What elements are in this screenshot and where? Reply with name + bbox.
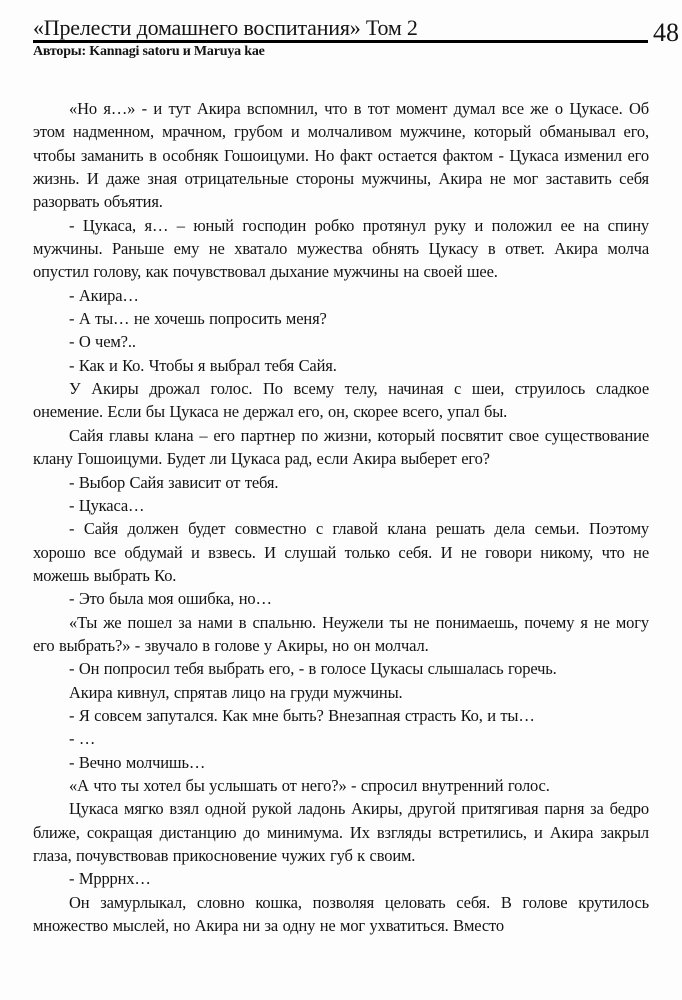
paragraph: «Ты же пошел за нами в спальню. Неужели ты не понимаешь, почему я не могу его выбрать?» - звучало в голове у Акиры, но он молчал.: [33, 612, 649, 655]
paragraph: - Это была моя ошибка, но…: [69, 589, 272, 609]
paragraph: - А ты… не хочешь попросить меня?: [69, 309, 327, 329]
paragraph: Сайя главы клана – его партнер по жизни, который посвятит свое существование клану Гошоицуми. Будет ли Цукаса рад, если Акира выберет его?: [33, 425, 649, 469]
paragraph: - Выбор Сайя зависит от тебя.: [69, 472, 279, 492]
paragraph: - Вечно молчишь…: [69, 752, 206, 772]
paragraph: - Сайя должен будет совместно с главой клана решать дела семьи. Поэтому хорошо все обдумай и взвесь. И слушай только себя. И не говори никому, что не можешь выбрать Ко.: [33, 519, 649, 585]
paragraph: - Как и Ко. Чтобы я выбрал тебя Сайя.: [69, 355, 337, 375]
paragraph: - Цукаса…: [69, 495, 145, 515]
paragraph: - Он попросил тебя выбрать его, - в голосе Цукасы слышалась горечь.: [69, 659, 557, 679]
body-text: [33, 97, 649, 937]
paragraph: - О чем?..: [69, 332, 136, 352]
paragraph: - …: [69, 729, 96, 749]
header-divider: [33, 40, 648, 43]
paragraph: «Но я…» - и тут Акира вспомнил, что в тот момент думал все же о Цукасе. Об этом надменном, мрачном, грубом и молчаливом мужчине, который обманывал его, чтобы заманить в особняк Гошоицуми. Но факт остается фактом - Цукаса изменил его жизнь. И даже зная отрицательные стороны мужчины, Акира не мог заставить себя разорвать объятия.: [33, 99, 649, 212]
paragraph: У Акиры дрожал голос. По всему телу, начиная с шеи, струилось сладкое онемение. Если бы Цукаса не держал его, он, скорее всего, упал бы.: [33, 379, 649, 422]
paragraph: - Я совсем запутался. Как мне быть? Внезапная страсть Ко, и ты…: [69, 705, 535, 725]
paragraph: Он замурлыкал, словно кошка, позволяя целовать себя. В голове крутилось множество мыслей, но Акира ни за одну не мог ухватиться. Вместо: [33, 892, 649, 936]
paragraph: - Акира…: [69, 285, 139, 305]
authors-line: Авторы: Kannagi satoru и Maruya kae: [33, 44, 265, 59]
document-title: «Прелести домашнего воспитания» Том 2: [33, 15, 418, 40]
paragraph: «А что ты хотел бы услышать от него?» - спросил внутренний голос.: [69, 775, 550, 795]
page-number: 48: [653, 18, 679, 47]
paragraph: Цукаса мягко взял одной рукой ладонь Акиры, другой притягивая парня за бедро ближе, сокращая дистанцию до минимума. Их взгляды встретились, и Акира закрыл глаза, почувствовав прикосновение чужих губ к своим.: [33, 799, 649, 865]
paragraph: Акира кивнул, спрятав лицо на груди мужчины.: [69, 682, 403, 702]
paragraph: - Мрррнх…: [69, 869, 151, 889]
paragraph: - Цукаса, я… – юный господин робко протянул руку и положил ее на спину мужчины. Раньше ему не хватало мужества обнять Цукасу в ответ. Акира молча опустил голову, как почувствовал дыхание мужчины на своей шее.: [33, 215, 649, 282]
